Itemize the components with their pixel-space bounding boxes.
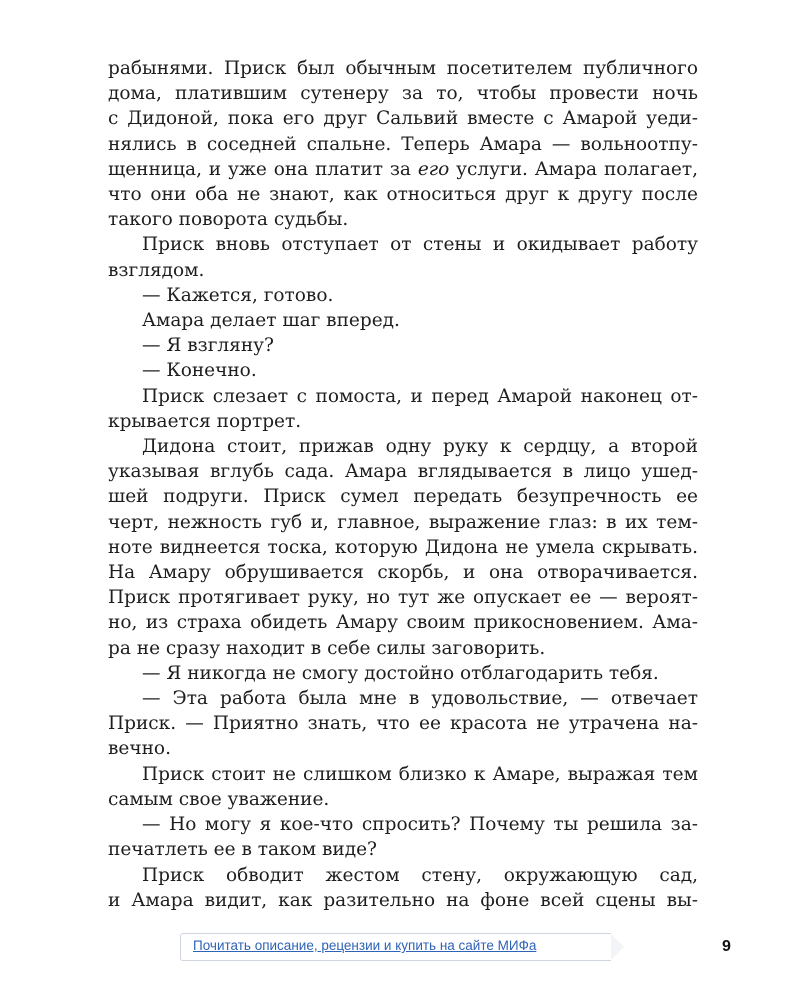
text-line: Амара делает шаг вперед.: [142, 310, 400, 332]
text-line: ра не сразу находит в себе силы заговорить.: [108, 637, 546, 659]
text-line: вечно.: [108, 738, 171, 760]
text-line: Приск стоит не слишком близко к Амаре, выражая тем: [142, 763, 698, 785]
text-line: ноте виднеется тоска, которую Дидона не умела скрывать.: [108, 536, 698, 558]
text-line: с Дидоной, пока его друг Сальвий вместе с Амарой уеди-: [108, 108, 698, 130]
text-line: На Амару обрушивается скорбь, и она отворачивается.: [108, 562, 698, 584]
text-line: взглядом.: [108, 259, 205, 281]
text-line: такого поворота судьбы.: [108, 209, 349, 231]
text-line: Дидона стоит, прижав одну руку к сердцу, а второй: [142, 436, 698, 458]
footer-link-banner[interactable]: [180, 933, 611, 961]
text-line: Приск. — Приятно знать, что ее красота не утрачена на-: [108, 713, 698, 735]
text-line: Приск обводит жестом стену, окружающую сад,: [142, 864, 698, 886]
page-number: 9: [722, 938, 731, 955]
text-line: Приск слезает с помоста, и перед Амарой наконец от-: [142, 385, 698, 407]
text-fragment: щенница, и уже она платит за: [108, 158, 418, 180]
text-line: нялись в соседней спальне. Теперь Амара — вольноотпу-: [108, 133, 698, 155]
text-line: рабынями. Приск был обычным посетителем публичного: [108, 58, 698, 79]
text-line: самым свое уважение.: [108, 788, 330, 810]
text-line: и Амара видит, как разительно на фоне всей сцены вы-: [108, 889, 698, 911]
text-line: дома, платившим сутенеру за то, чтобы провести ночь: [108, 83, 698, 105]
page-body-text: [108, 56, 698, 913]
text-line: Приск протягивает руку, но тут же опускает ее — вероят-: [108, 587, 698, 609]
text-fragment: услуги. Амара полагает,: [449, 158, 698, 180]
text-line: — Эта работа была мне в удовольствие, — отвечает: [142, 688, 698, 710]
text-line: — Кажется, готово.: [142, 284, 334, 306]
text-line: что они оба не знают, как относиться друг к другу после: [108, 184, 698, 206]
text-line: шей подруги. Приск сумел передать безупречность ее: [108, 486, 698, 508]
text-line: — Но могу я кое-что спросить? Почему ты решила за-: [142, 814, 698, 836]
text-line: Приск вновь отступает от стены и окидывает работу: [142, 234, 698, 256]
text-line: [108, 157, 698, 182]
text-line: — Конечно.: [142, 360, 257, 382]
text-line: крывается портрет.: [108, 410, 302, 432]
emphasized-word: его: [417, 158, 450, 180]
text-line: черт, нежность губ и, главное, выражение глаз: в их тем-: [108, 511, 698, 533]
text-line: — Я взгляну?: [142, 335, 274, 357]
text-line: указывая вглубь сада. Амара вглядывается в лицо ушед-: [108, 461, 698, 483]
text-line: но, из страха обидеть Амару своим прикосновением. Ама-: [108, 612, 698, 634]
text-line: печатлеть ее в таком виде?: [108, 839, 377, 861]
buy-link[interactable]: Почитать описание, рецензии и купить на сайте МИФа: [193, 938, 537, 953]
text-line: — Я никогда не смогу достойно отблагодарить тебя.: [142, 662, 659, 684]
